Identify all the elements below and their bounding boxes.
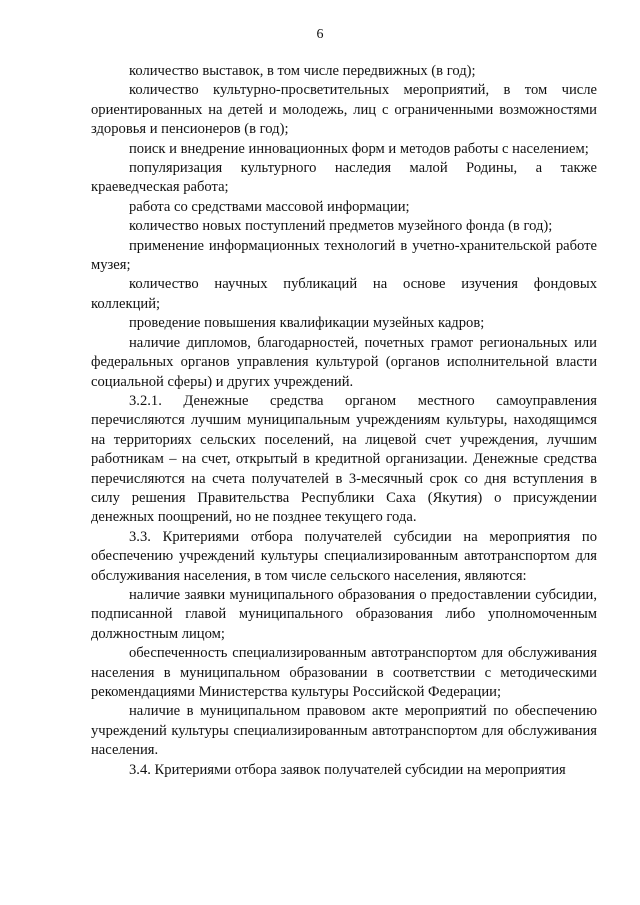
paragraph: наличие заявки муниципального образования о предоставлении субсидии, подписанной главой муниципального образования либо уполномоченным должностным лицом;	[91, 586, 597, 642]
paragraph: поиск и внедрение инновационных форм и методов работы с населением;	[129, 140, 589, 157]
document-body	[91, 62, 597, 780]
paragraph: 3.3. Критериями отбора получателей субсидии на мероприятия по обеспечению учреждений культуры специализированным автотранспортом для обслуживания населения, в том числе сельского населения, являются:	[91, 528, 597, 584]
paragraph: популяризация культурного наследия малой Родины, а также краеведческая работа;	[91, 160, 597, 196]
paragraph: наличие в муниципальном правовом акте мероприятий по обеспечению учреждений культуры специализированным автотранспортом для обслуживания населения.	[91, 703, 597, 759]
paragraph: наличие дипломов, благодарностей, почетных грамот региональных или федеральных органов управления культурой (органов исполнительной власти социальной сферы) и других учреждений.	[91, 334, 597, 390]
paragraph: применение информационных технологий в учетно-хранительской работе музея;	[91, 237, 597, 274]
paragraph: проведение повышения квалификации музейных кадров;	[129, 315, 485, 332]
paragraph: работа со средствами массовой информации;	[129, 198, 410, 215]
paragraph: количество выставок, в том числе передвижных (в год);	[129, 63, 476, 79]
page-number: 6	[316, 27, 324, 42]
paragraph: 3.4. Критериями отбора заявок получателей субсидии на мероприятия	[129, 761, 566, 778]
paragraph: количество новых поступлений предметов музейного фонда (в год);	[129, 218, 553, 235]
paragraph: 3.2.1. Денежные средства органом местного самоуправления перечисляются лучшим муниципальным учреждениям культуры, находящимся на территориях сельских поселений, на лицевой счет учреждения, лучшим работникам – на счет, открытый в кредитной организации. Денежные средства перечисляются на счета получателей в 3-месячный срок со дня вступления в силу решения Правительства Республики Саха (Якутия) о присуждении денежных поощрений, но не позднее текущего года.	[91, 392, 597, 526]
paragraph: количество научных публикаций на основе изучения фондовых коллекций;	[91, 276, 597, 312]
paragraph: обеспеченность специализированным автотранспортом для обслуживания населения в муниципальном образовании в соответствии с методическими рекомендациями Министерства культуры Российской Федерации;	[91, 645, 597, 700]
paragraph: количество культурно-просветительных мероприятий, в том числе ориентированных на детей и молодежь, лиц с ограниченными возможностями здоровья и пенсионеров (в год);	[91, 82, 597, 138]
